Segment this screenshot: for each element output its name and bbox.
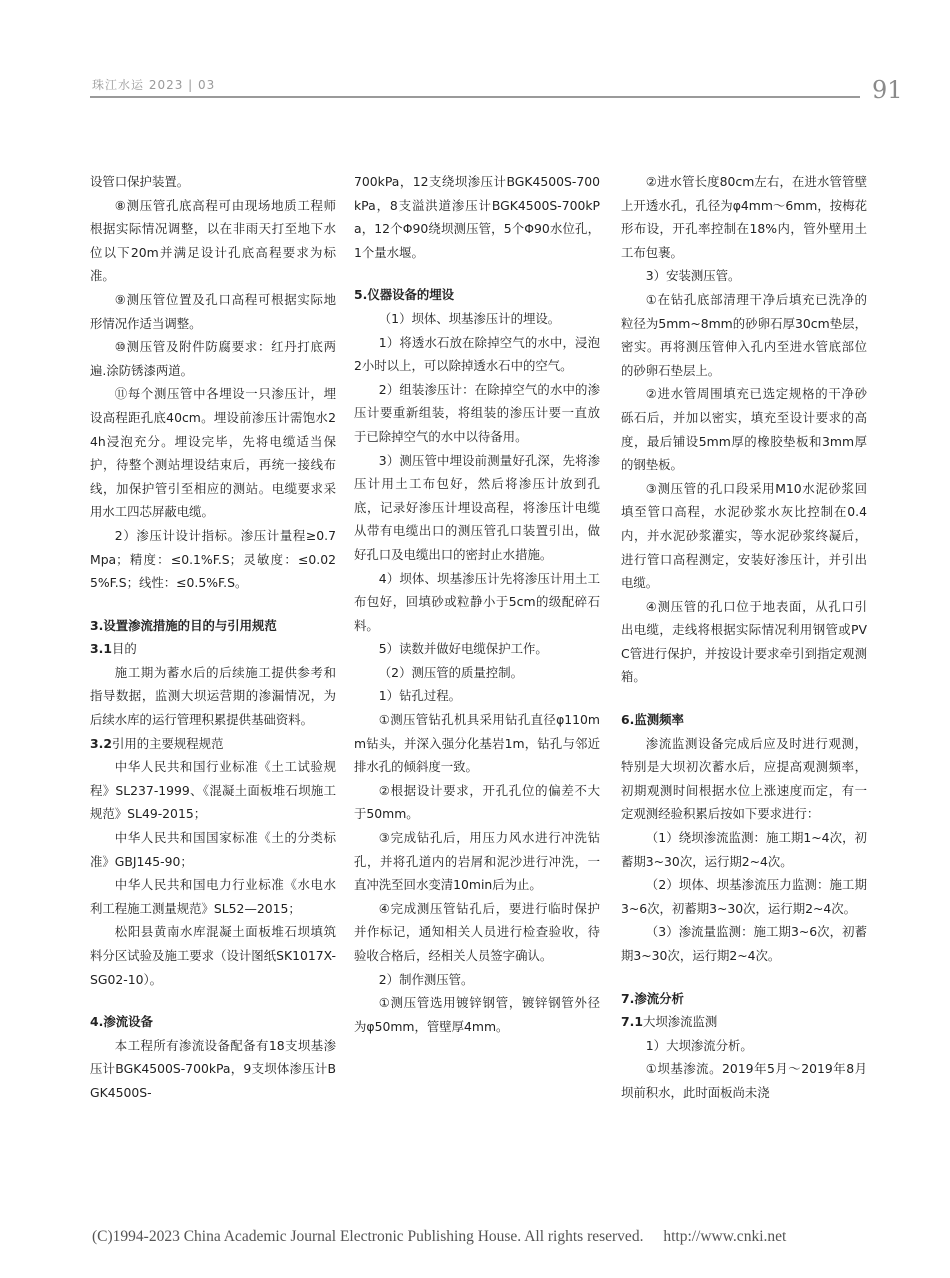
paragraph: 4）坝体、坝基渗压计先将渗压计用土工布包好，回填砂或粒静小于5cm的级配碎石料。 bbox=[354, 570, 600, 633]
paragraph: ①测压管钻孔机具采用钻孔直径φ110mm钻头，并深入强分化基岩1m，钻孔与邻近排水孔的倾斜度一致。 bbox=[354, 712, 600, 775]
paragraph: ⑧测压管孔底高程可由现场地质工程师根据实际情况调整，以在非雨天打至地下水位以下20m并满足设计孔底高程要求为标准。 bbox=[90, 197, 336, 284]
paragraph: 施工期为蓄水后的后续施工提供参考和指导数据，监测大坝运营期的渗漏情况，为后续水库的运行管理积累提供基础资料。 bbox=[90, 664, 336, 728]
copyright-notice: (C)1994-2023 China Academic Journal Electronic Publishing House. All rights reserved. bbox=[92, 1228, 644, 1245]
subsection-title: 目的 bbox=[111, 641, 137, 657]
paragraph: （3）渗流量监测：施工期3~6次，初蓄期3~30次，运行期2~4次。 bbox=[621, 924, 867, 963]
paragraph: ⑩测压管及附件防腐要求：红丹打底两遍.涂防锈漆两道。 bbox=[90, 339, 336, 378]
paragraph: ①测压管选用镀锌钢管，镀锌钢管外径为φ50mm，管壁厚4mm。 bbox=[354, 995, 600, 1034]
text-column-middle bbox=[354, 170, 600, 1038]
subsection-heading bbox=[90, 637, 336, 661]
section-heading: 6.监测频率 bbox=[621, 712, 684, 728]
section-heading: 7.渗流分析 bbox=[621, 990, 684, 1006]
paragraph: ②根据设计要求，开孔孔位的偏差不大于50mm。 bbox=[354, 782, 600, 822]
page-number: 91 bbox=[872, 76, 903, 104]
paragraph: 松阳县黄南水库混凝土面板堆石坝填筑料分区试验及施工要求（设计图纸SK1017X-SG02-10）。 bbox=[90, 924, 336, 987]
page-footer bbox=[92, 1228, 802, 1246]
subsection-title: 引用的主要规程规范 bbox=[111, 735, 224, 751]
paragraph: 3）测压管中埋设前测量好孔深，先将渗压计用土工布包好，然后将渗压计放到孔底，记录好渗压计埋设高程，将渗压计电缆从带有电缆出口的测压管孔口装置引出，做好孔口及电缆出口的密封止水措施。 bbox=[354, 452, 600, 562]
subsection-number: 7.1 bbox=[621, 1014, 643, 1030]
page-header bbox=[0, 0, 950, 110]
paragraph: ⑨测压管位置及孔口高程可根据实际地形情况作适当调整。 bbox=[90, 291, 336, 331]
paragraph: ①坝基渗流。2019年5月～2019年8月坝前积水，此时面板尚未浇 bbox=[621, 1061, 867, 1100]
paragraph: （2）测压管的质量控制。 bbox=[378, 664, 523, 680]
paragraph: 本工程所有渗流设备配备有18支坝基渗压计BGK4500S-700kPa，9支坝体渗压计BGK4500S- bbox=[90, 1037, 336, 1100]
text-column-left bbox=[90, 170, 336, 1105]
paragraph: ④完成测压管钻孔后，要进行临时保护并作标记，通知相关人员进行检查验收，待验收合格后，经相关人员签字确认。 bbox=[354, 900, 600, 963]
section-heading: 5.仪器设备的埋设 bbox=[354, 287, 455, 303]
paragraph: ①在钻孔底部清理干净后填充已洗净的粒径为5mm~8mm的砂卵石厚30cm垫层，密实。再将测压管伸入孔内至进水管底部位的砂卵石垫层上。 bbox=[621, 291, 867, 378]
paragraph: 渗流监测设备完成后应及时进行观测，特别是大坝初次蓄水后，应提高观测频率，初期观测时间根据水位上涨速度而定，有一定观测经验积累后按如下要求进行： bbox=[621, 735, 867, 822]
section-heading: 3.设置渗流措施的目的与引用规范 bbox=[90, 617, 277, 633]
paragraph: 1）将透水石放在除掉空气的水中，浸泡2小时以上，可以除掉透水石中的空气。 bbox=[354, 334, 600, 374]
subsection-number: 3.2 bbox=[90, 735, 112, 751]
paragraph: ⑪每个测压管中各埋设一只渗压计，埋设高程距孔底40cm。埋设前渗压计需饱水24h浸泡充分。埋设完毕，先将电缆适当保护，待整个测站埋设结束后，再统一接线布线，加保护管引至相应的测站。电缆要求采用水工四芯屏蔽电缆。 bbox=[90, 386, 336, 520]
paragraph: （1）坝体、坝基渗压计的埋设。 bbox=[378, 310, 561, 326]
section-heading: 4.渗流设备 bbox=[90, 1014, 153, 1030]
paragraph: （1）绕坝渗流监测：施工期1~4次，初蓄期3~30次，运行期2~4次。 bbox=[621, 830, 867, 869]
paragraph: 中华人民共和国行业标准《土工试验规程》SL237-1999、《混凝土面板堆石坝施工规范》SL49-2015； bbox=[90, 759, 336, 822]
paragraph: 1）钻孔过程。 bbox=[378, 688, 462, 704]
paragraph: 2）组装渗压计：在除掉空气的水中的渗压计要重新组装，将组装的渗压计要一直放于已除掉空气的水中以待备用。 bbox=[354, 381, 600, 444]
paragraph: ③测压管的孔口段采用M10水泥砂浆回填至管口高程，水泥砂浆水灰比控制在0.4内，并水泥砂浆灌实，等水泥砂浆终凝后，进行管口高程测定，安装好渗压计，并引出电缆。 bbox=[621, 480, 867, 591]
subsection-heading bbox=[621, 1010, 867, 1034]
header-rule bbox=[90, 96, 860, 98]
paragraph: ④测压管的孔口位于地表面，从孔口引出电缆，走线将根据实际情况利用钢管或PVC管进行保护，并按设计要求牵引到指定观测箱。 bbox=[621, 598, 867, 685]
subsection-title: 大坝渗流监测 bbox=[642, 1014, 718, 1030]
paragraph: 2）制作测压管。 bbox=[378, 971, 474, 987]
paragraph: ②进水管长度80cm左右，在进水管管壁上开透水孔，孔径为φ4mm～6mm，按梅花形布设，开孔率控制在18%内，管外壁用土工布包裹。 bbox=[621, 174, 867, 260]
subsection-number: 3.1 bbox=[90, 641, 112, 657]
paragraph: 中华人民共和国电力行业标准《水电水利工程施工测量规范》SL52—2015； bbox=[90, 877, 336, 916]
paragraph: （2）坝体、坝基渗流压力监测：施工期3~6次，初蓄期3~30次，运行期2~4次。 bbox=[621, 877, 867, 916]
paragraph: 3）安装测压管。 bbox=[645, 268, 741, 284]
paragraph: 2）渗压计设计指标。渗压计量程≥0.7Mpa；精度：≤0.1%F.S；灵敏度：≤0.025%F.S；线性：≤0.5%F.S。 bbox=[90, 527, 336, 591]
paragraph: ②进水管周围填充已选定规格的干净砂砾石后，并加以密实，填充至设计要求的高度，最后铺设5mm厚的橡胶垫板和3mm厚的钢垫板。 bbox=[621, 386, 867, 473]
paragraph: 中华人民共和国国家标准《土的分类标准》GBJ145-90； bbox=[90, 830, 336, 869]
paragraph: 5）读数并做好电缆保护工作。 bbox=[378, 641, 548, 657]
journal-title: 珠江水运 2023 | 03 bbox=[92, 78, 216, 92]
paragraph: 1）大坝渗流分析。 bbox=[645, 1037, 753, 1053]
paragraph: ③完成钻孔后，用压力风水进行冲洗钻孔，并将孔道内的岩屑和泥沙进行冲洗，一直冲洗至回水变清10min后为止。 bbox=[354, 830, 600, 893]
text-column-right bbox=[621, 170, 867, 1105]
cnki-link[interactable]: http://www.cnki.net bbox=[663, 1228, 787, 1245]
paragraph: 700kPa，12支绕坝渗压计BGK4500S-700kPa，8支溢洪道渗压计BGK4500S-700kPa，12个Φ90绕坝测压管，5个Φ90水位孔，1个量水堰。 bbox=[354, 174, 600, 260]
subsection-heading bbox=[90, 732, 336, 756]
paragraph: 设管口保护装置。 bbox=[90, 174, 190, 189]
